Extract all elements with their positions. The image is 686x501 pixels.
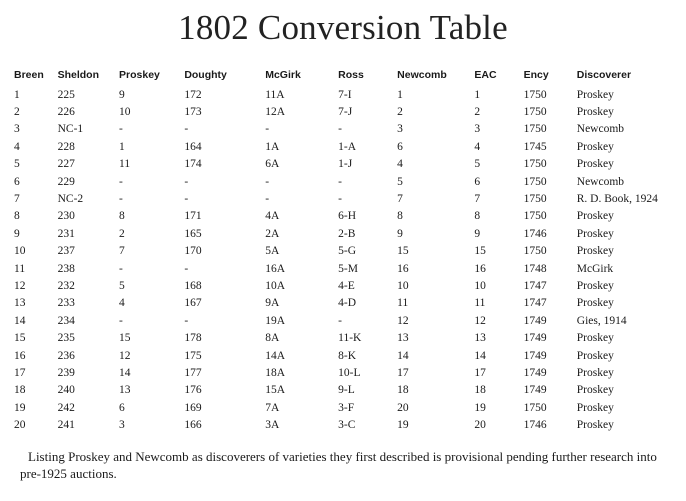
cell-doughty: - (184, 262, 189, 275)
cell-breen: 1 (14, 88, 20, 101)
cell-eac: 17 (474, 366, 486, 379)
cell-proskey: - (119, 123, 123, 136)
cell-mcgirk: 19A (265, 314, 286, 327)
cell-newcomb: 5 (397, 175, 403, 188)
cell-proskey: 11 (119, 158, 131, 171)
cell-discoverer: Newcomb (576, 175, 625, 188)
table-row (14, 103, 686, 120)
cell-ross: 8-K (338, 349, 357, 362)
cell-breen: 13 (14, 297, 26, 310)
cell-discoverer: Proskey (576, 401, 614, 414)
cell-mcgirk: 18A (265, 366, 286, 379)
cell-discoverer: Proskey (576, 227, 614, 240)
cell-mcgirk: - (265, 123, 270, 136)
cell-doughty: 177 (184, 366, 202, 379)
cell-ross: 6-H (338, 210, 357, 223)
cell-breen: 12 (14, 279, 26, 292)
cell-proskey: 4 (119, 297, 125, 310)
table-row (14, 208, 686, 225)
header-proskey: Proskey (119, 69, 160, 81)
cell-proskey: 5 (119, 279, 125, 292)
cell-doughty: 176 (184, 384, 202, 397)
cell-sheldon: 240 (57, 384, 75, 397)
table-row (14, 190, 686, 207)
header-mcgirk: McGirk (265, 69, 301, 81)
cell-doughty: - (184, 314, 189, 327)
cell-proskey: 15 (119, 332, 131, 345)
table-row (14, 329, 686, 346)
cell-eac: 6 (474, 175, 481, 188)
cell-ency: 1749 (523, 366, 547, 379)
cell-mcgirk: - (265, 175, 270, 188)
cell-ross: 7-J (338, 106, 353, 119)
cell-proskey: 3 (119, 419, 125, 432)
cell-breen: 4 (14, 140, 20, 153)
cell-eac: 11 (474, 297, 486, 310)
cell-ross: 2-B (338, 227, 356, 240)
cell-ross: 3-C (338, 419, 356, 432)
cell-ross: 3-F (338, 401, 355, 414)
cell-breen: 8 (14, 210, 20, 223)
conversion-table (14, 64, 686, 434)
cell-newcomb: 4 (397, 158, 403, 171)
cell-ross: - (338, 175, 342, 188)
cell-sheldon: 227 (57, 158, 75, 171)
cell-breen: 19 (14, 401, 26, 414)
cell-newcomb: 6 (397, 140, 403, 153)
cell-ency: 1750 (523, 245, 547, 258)
cell-ency: 1749 (523, 349, 547, 362)
cell-newcomb: 16 (397, 262, 409, 275)
cell-proskey: 10 (119, 106, 131, 119)
header-breen: Breen (14, 69, 44, 81)
cell-mcgirk: 11A (265, 88, 285, 101)
cell-discoverer: Proskey (576, 419, 614, 432)
cell-doughty: 178 (184, 332, 202, 345)
cell-eac: 12 (474, 314, 486, 327)
cell-doughty: - (184, 193, 189, 206)
cell-ross: 5-G (338, 245, 357, 258)
cell-newcomb: 12 (397, 314, 409, 327)
cell-mcgirk: 2A (265, 227, 280, 240)
cell-proskey: 13 (119, 384, 131, 397)
header-doughty: Doughty (184, 69, 227, 81)
cell-discoverer: Proskey (576, 384, 614, 397)
cell-doughty: 172 (184, 88, 202, 101)
cell-discoverer: Proskey (576, 245, 614, 258)
cell-newcomb: 10 (397, 279, 409, 292)
cell-breen: 7 (14, 193, 20, 206)
cell-breen: 11 (14, 262, 26, 275)
cell-mcgirk: 9A (265, 297, 280, 310)
cell-ency: 1746 (523, 227, 547, 240)
cell-ency: 1748 (523, 262, 547, 275)
cell-newcomb: 13 (397, 332, 409, 345)
table-body (14, 86, 686, 434)
cell-sheldon: 228 (57, 140, 75, 153)
table-row (14, 399, 686, 416)
cell-eac: 19 (474, 401, 486, 414)
header-ency: Ency (523, 69, 549, 81)
cell-breen: 10 (14, 245, 26, 258)
cell-breen: 2 (14, 106, 20, 119)
cell-sheldon: 225 (57, 88, 75, 101)
header-sheldon: Sheldon (57, 69, 100, 81)
cell-proskey: 1 (119, 140, 125, 153)
table-row (14, 243, 686, 260)
cell-sheldon: 230 (57, 210, 75, 223)
cell-breen: 18 (14, 384, 26, 397)
cell-ross: 4-D (338, 297, 357, 310)
cell-ency: 1750 (523, 175, 547, 188)
cell-newcomb: 11 (397, 297, 409, 310)
cell-proskey: - (119, 262, 123, 275)
cell-breen: 14 (14, 314, 26, 327)
cell-eac: 20 (474, 419, 486, 432)
cell-eac: 4 (474, 140, 481, 153)
cell-proskey: - (119, 193, 123, 206)
cell-mcgirk: 3A (265, 419, 280, 432)
cell-ency: 1749 (523, 314, 547, 327)
cell-sheldon: NC-1 (57, 123, 84, 136)
cell-doughty: 169 (184, 401, 202, 414)
cell-doughty: - (184, 175, 189, 188)
cell-eac: 1 (474, 88, 481, 101)
cell-eac: 7 (474, 193, 481, 206)
cell-mcgirk: 8A (265, 332, 280, 345)
cell-mcgirk: 1A (265, 140, 280, 153)
cell-ross: 7-I (338, 88, 352, 101)
header-eac: EAC (474, 69, 497, 81)
cell-ency: 1750 (523, 106, 547, 119)
cell-newcomb: 8 (397, 210, 403, 223)
cell-newcomb: 1 (397, 88, 403, 101)
table-row (14, 86, 686, 103)
cell-ency: 1746 (523, 419, 547, 432)
cell-ross: - (338, 193, 342, 206)
cell-newcomb: 2 (397, 106, 403, 119)
cell-proskey: - (119, 175, 123, 188)
cell-eac: 3 (474, 123, 481, 136)
cell-mcgirk: - (265, 193, 270, 206)
cell-breen: 15 (14, 332, 26, 345)
cell-mcgirk: 4A (265, 210, 280, 223)
cell-newcomb: 15 (397, 245, 409, 258)
table-row (14, 260, 686, 277)
cell-doughty: 164 (184, 140, 202, 153)
cell-proskey: 8 (119, 210, 125, 223)
cell-doughty: 167 (184, 297, 202, 310)
table-row (14, 382, 686, 399)
cell-discoverer: Proskey (576, 297, 614, 310)
cell-newcomb: 17 (397, 366, 409, 379)
header-discoverer: Discoverer (576, 69, 632, 81)
cell-newcomb: 18 (397, 384, 409, 397)
cell-eac: 16 (474, 262, 486, 275)
table-row (14, 277, 686, 294)
cell-discoverer: Proskey (576, 279, 614, 292)
cell-ency: 1750 (523, 210, 547, 223)
cell-discoverer: Gies, 1914 (576, 314, 627, 327)
cell-proskey: 2 (119, 227, 125, 240)
cell-sheldon: 231 (57, 227, 75, 240)
cell-ross: - (338, 123, 342, 136)
cell-eac: 9 (474, 227, 481, 240)
cell-sheldon: NC-2 (57, 193, 84, 206)
cell-proskey: - (119, 314, 123, 327)
cell-doughty: 170 (184, 245, 202, 258)
cell-discoverer: R. D. Book, 1924 (576, 193, 658, 206)
cell-eac: 14 (474, 349, 486, 362)
cell-newcomb: 20 (397, 401, 409, 414)
cell-doughty: 166 (184, 419, 202, 432)
cell-breen: 6 (14, 175, 20, 188)
cell-sheldon: 242 (57, 401, 75, 414)
cell-eac: 8 (474, 210, 481, 223)
footnote: Listing Proskey and Newcomb as discoverers of varieties they first described is provisional pending further research into pre-1925 auctions. (20, 449, 657, 481)
cell-sheldon: 235 (57, 332, 75, 345)
table-header-row (14, 64, 686, 86)
cell-ross: 1-A (338, 140, 357, 153)
cell-discoverer: Proskey (576, 366, 614, 379)
table-row (14, 138, 686, 155)
cell-ency: 1750 (523, 158, 547, 171)
cell-ency: 1745 (523, 140, 547, 153)
cell-proskey: 6 (119, 401, 125, 414)
cell-breen: 5 (14, 158, 20, 171)
cell-proskey: 7 (119, 245, 125, 258)
cell-sheldon: 237 (57, 245, 75, 258)
cell-discoverer: Proskey (576, 210, 614, 223)
cell-newcomb: 14 (397, 349, 409, 362)
cell-ross: 9-L (338, 384, 355, 397)
cell-proskey: 12 (119, 349, 131, 362)
page-title: 1802 Conversion Table (178, 8, 508, 47)
cell-doughty: 173 (184, 106, 202, 119)
table-row (14, 364, 686, 381)
cell-ency: 1747 (523, 297, 547, 310)
cell-proskey: 9 (119, 88, 125, 101)
cell-sheldon: 232 (57, 279, 75, 292)
cell-discoverer: Proskey (576, 332, 614, 345)
cell-eac: 15 (474, 245, 486, 258)
table-row (14, 312, 686, 329)
cell-doughty: 175 (184, 349, 202, 362)
cell-newcomb: 19 (397, 419, 409, 432)
table-row (14, 416, 686, 433)
cell-discoverer: Proskey (576, 349, 614, 362)
cell-sheldon: 229 (57, 175, 75, 188)
cell-sheldon: 233 (57, 297, 75, 310)
cell-newcomb: 7 (397, 193, 403, 206)
cell-eac: 5 (474, 158, 481, 171)
cell-eac: 10 (474, 279, 486, 292)
cell-sheldon: 241 (57, 419, 75, 432)
table-row (14, 156, 686, 173)
cell-doughty: 165 (184, 227, 202, 240)
cell-ross: 4-E (338, 279, 355, 292)
cell-proskey: 14 (119, 366, 131, 379)
cell-mcgirk: 12A (265, 106, 286, 119)
cell-ency: 1750 (523, 401, 547, 414)
cell-breen: 20 (14, 419, 26, 432)
table-row (14, 173, 686, 190)
cell-breen: 9 (14, 227, 20, 240)
cell-discoverer: McGirk (576, 262, 614, 275)
cell-discoverer: Proskey (576, 140, 614, 153)
cell-ency: 1747 (523, 279, 547, 292)
cell-sheldon: 226 (57, 106, 75, 119)
cell-ency: 1749 (523, 384, 547, 397)
cell-discoverer: Proskey (576, 158, 614, 171)
cell-discoverer: Newcomb (576, 123, 625, 136)
cell-doughty: 174 (184, 158, 202, 171)
table-row (14, 121, 686, 138)
cell-doughty: 168 (184, 279, 202, 292)
cell-ross: - (338, 314, 342, 327)
table-row (14, 225, 686, 242)
cell-discoverer: Proskey (576, 106, 614, 119)
table-row (14, 295, 686, 312)
cell-ency: 1749 (523, 332, 547, 345)
cell-sheldon: 239 (57, 366, 75, 379)
cell-discoverer: Proskey (576, 88, 614, 101)
cell-newcomb: 3 (397, 123, 403, 136)
cell-doughty: 171 (184, 210, 202, 223)
cell-mcgirk: 10A (265, 279, 286, 292)
cell-ross: 5-M (338, 262, 358, 275)
cell-ency: 1750 (523, 88, 547, 101)
cell-sheldon: 238 (57, 262, 75, 275)
cell-mcgirk: 5A (265, 245, 280, 258)
header-newcomb: Newcomb (397, 69, 447, 81)
cell-ency: 1750 (523, 123, 547, 136)
cell-mcgirk: 6A (265, 158, 280, 171)
cell-ross: 1-J (338, 158, 353, 171)
cell-eac: 18 (474, 384, 486, 397)
header-ross: Ross (338, 69, 364, 81)
cell-doughty: - (184, 123, 189, 136)
cell-eac: 2 (474, 106, 481, 119)
cell-breen: 3 (14, 123, 20, 136)
cell-newcomb: 9 (397, 227, 403, 240)
cell-breen: 17 (14, 366, 26, 379)
cell-ency: 1750 (523, 193, 547, 206)
cell-mcgirk: 7A (265, 401, 280, 414)
table-row (14, 347, 686, 364)
cell-eac: 13 (474, 332, 486, 345)
cell-mcgirk: 15A (265, 384, 286, 397)
cell-sheldon: 234 (57, 314, 75, 327)
cell-mcgirk: 14A (265, 349, 286, 362)
cell-breen: 16 (14, 349, 26, 362)
cell-sheldon: 236 (57, 349, 75, 362)
cell-ross: 10-L (338, 366, 361, 379)
cell-ross: 11-K (338, 332, 362, 345)
cell-mcgirk: 16A (265, 262, 286, 275)
